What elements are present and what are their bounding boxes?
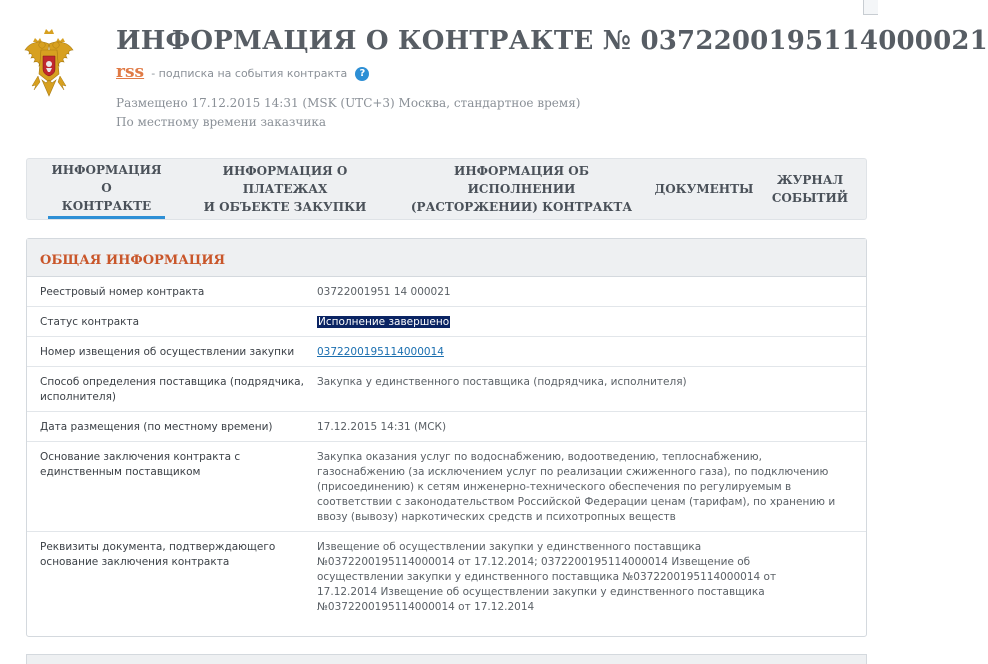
row-label: Номер извещения об осуществлении закупки xyxy=(27,337,317,367)
coat-of-arms-icon xyxy=(24,28,74,104)
tab-contract-info[interactable] xyxy=(48,159,165,219)
row-label: Реквизиты документа, подтверждающего основание заключения контракта xyxy=(40,541,276,568)
row-label: Дата размещения (по местному времени) xyxy=(27,412,317,442)
page-title: ИНФОРМАЦИЯ О КОНТРАКТЕ № 0372200195114000021 xyxy=(116,26,988,56)
tab-label-line1: ИНФОРМАЦИЯ О ПЛАТЕЖАХ xyxy=(222,164,348,196)
table-row xyxy=(27,367,866,412)
row-value: Закупка оказания услуг по водоснабжению, водоотведению, теплоснабжению, газоснабжению (за исключением услуг по реализации сжиженного газа), по подключению (присоединению) к сетям инженерно-технического обеспечения по регулируемым в соответствии с законодательством Российской Федерации ценам (тарифам), по хранению и ввозу (вывозу) наркотических средств и психотропных веществ xyxy=(317,442,866,532)
rss-subscription xyxy=(116,62,369,82)
row-label: Основание заключения контракта с единственным поставщиком xyxy=(27,442,317,532)
tab-payments-info[interactable] xyxy=(185,159,385,219)
table-row xyxy=(27,337,866,367)
tab-documents[interactable] xyxy=(654,159,754,219)
section-header xyxy=(27,239,866,277)
tab-execution-info[interactable] xyxy=(404,159,639,219)
table-row xyxy=(27,442,866,532)
row-value-cell xyxy=(317,307,866,337)
tab-label-line2: СОБЫТИЙ xyxy=(771,191,849,205)
row-label: Статус контракта xyxy=(27,307,317,337)
tab-label-line1: ДОКУМЕНТЫ xyxy=(654,182,754,196)
rss-link[interactable]: rss xyxy=(116,62,145,82)
row-value-cell xyxy=(317,337,866,367)
local-time-note: По местному времени заказчика xyxy=(116,115,326,129)
help-question-icon[interactable]: ? xyxy=(355,67,369,81)
tab-label-line1: ИНФОРМАЦИЯ ОБ ИСПОЛНЕНИИ xyxy=(454,164,589,196)
row-label: Способ определения поставщика (подрядчика, исполнителя) xyxy=(27,367,317,412)
row-value: 03722001951 14 000021 xyxy=(317,277,866,307)
rss-description: - подписка на события контракта xyxy=(151,67,348,80)
tab-label-line2: (РАСТОРЖЕНИИ) КОНТРАКТА xyxy=(410,200,633,214)
window-corner-button[interactable] xyxy=(863,0,878,15)
tab-label-line1: ЖУРНАЛ xyxy=(776,173,844,187)
next-section-panel xyxy=(26,654,867,664)
general-info-section xyxy=(26,238,867,637)
table-row xyxy=(27,307,866,337)
notice-number-link[interactable]: 0372200195114000014 xyxy=(317,346,444,358)
published-date: Размещено 17.12.2015 14:31 (MSK (UTC+3) Москва, стандартное время) xyxy=(116,96,581,110)
tab-label-line2: КОНТРАКТЕ xyxy=(61,198,152,213)
tab-label-line2: И ОБЪЕКТЕ ЗАКУПКИ xyxy=(203,200,367,214)
row-value: Извещение об осуществлении закупки у единственного поставщика №0372200195114000014 от 17.12.2014; 0372200195114000014 Извещение об осуществлении закупки у единственного поставщика №0372200195114000014 от 17.12.2014 Извещение об осуществлении закупки у единственного поставщика №0372200195114000014 от 17.12.2014 xyxy=(317,541,777,613)
tab-bar xyxy=(26,158,867,220)
contract-status-value: Исполнение завершено xyxy=(318,316,450,328)
row-value: 17.12.2015 14:31 (МСК) xyxy=(317,412,866,442)
tab-event-log[interactable] xyxy=(770,159,850,219)
tab-label-line1: ИНФОРМАЦИЯ О xyxy=(51,162,162,195)
table-row xyxy=(27,532,866,622)
row-value: Закупка у единственного поставщика (подрядчика, исполнителя) xyxy=(317,367,866,412)
row-label: Реестровый номер контракта xyxy=(27,277,317,307)
table-row xyxy=(27,277,866,307)
table-row xyxy=(27,412,866,442)
section-title: ОБЩАЯ ИНФОРМАЦИЯ xyxy=(40,253,226,268)
info-table xyxy=(27,277,866,621)
